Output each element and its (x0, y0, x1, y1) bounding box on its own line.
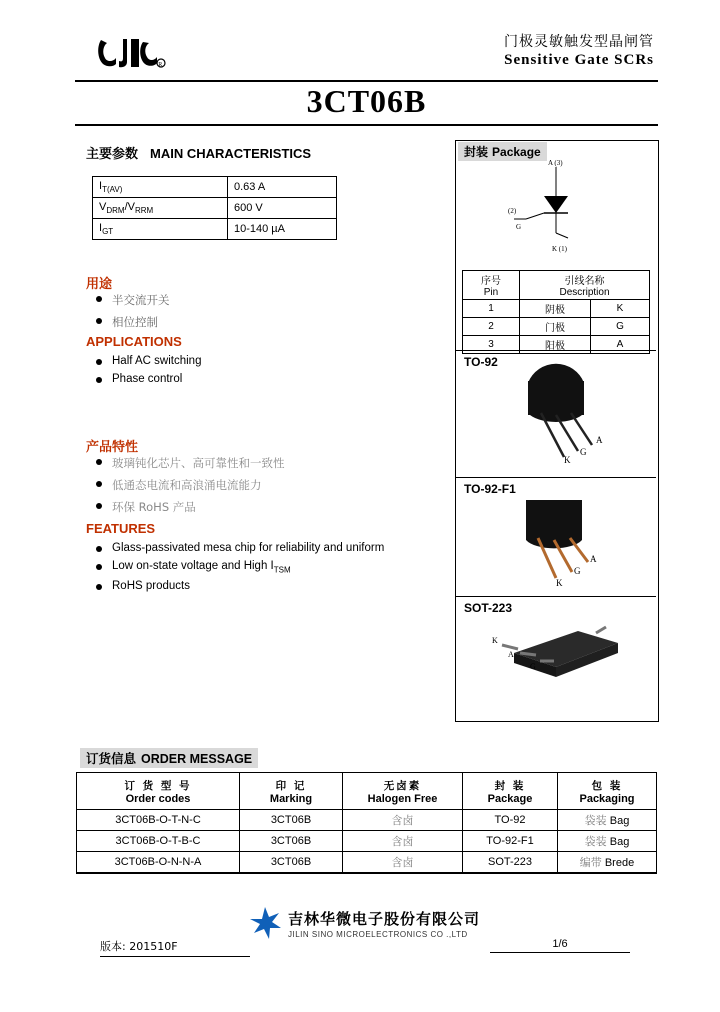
list-item: 玻璃钝化芯片、高可靠性和一致性 (96, 455, 426, 471)
pin-symbol: A (591, 336, 650, 354)
svg-text:A: A (508, 650, 514, 659)
order-packaging (558, 852, 657, 874)
order-marking: 3CT06B (240, 810, 343, 831)
table-row (463, 318, 650, 336)
packaging-cn: 编带 (579, 856, 602, 869)
svg-text:K: K (492, 636, 498, 645)
desc-header-en: Description (559, 287, 610, 298)
order-halogen: 含卤 (343, 831, 463, 852)
col-cn: 无卤素 (383, 779, 422, 792)
svg-text:G: G (530, 662, 536, 671)
order-package: SOT-223 (463, 852, 558, 874)
pin-header-cn: 序号 (481, 276, 501, 287)
order-code: 3CT06B-O-T-B-C (77, 831, 240, 852)
part-number-bar (75, 82, 658, 126)
pin-number: 3 (463, 336, 520, 354)
order-halogen: 含卤 (343, 852, 463, 874)
main-characteristics-heading-en: MAIN CHARACTERISTICS (150, 146, 312, 161)
package-name-to92: TO-92 (464, 355, 498, 369)
svg-text:K: K (564, 455, 571, 465)
table-row (77, 810, 657, 831)
order-code: 3CT06B-O-N-N-A (77, 852, 240, 874)
pin-name-cn: 门极 (520, 318, 591, 336)
pin-header-en: Pin (483, 287, 499, 298)
order-packaging (558, 831, 657, 852)
main-characteristics-heading (86, 143, 311, 162)
to92-drawing (456, 351, 656, 477)
sot223-drawing (456, 597, 656, 721)
svg-text:A: A (596, 435, 603, 445)
param-value-it-av: 0.63 A (228, 177, 337, 198)
features-heading-cn: 产品特性 (86, 440, 139, 455)
package-section-sot223 (456, 596, 656, 721)
col-cn: 订 货 型 号 (124, 779, 192, 792)
param-value-vdrm-vrrm: 600 V (228, 198, 337, 219)
col-en: Order codes (125, 792, 191, 805)
svg-text:K (1): K (1) (552, 245, 567, 253)
pin-number: 2 (463, 318, 520, 336)
list-item: Phase control (96, 373, 396, 385)
order-code: 3CT06B-O-T-N-C (77, 810, 240, 831)
param-label-vdrm-vrrm: $V_{DRM}/V_{RRM}$ (93, 198, 228, 219)
header-title-en: Sensitive Gate SCRs (504, 52, 654, 68)
list-item: 环保 RoHS 产品 (96, 499, 426, 515)
feature-text: Low on-state voltage and High I (112, 560, 274, 572)
packaging-cn: 袋装 (584, 814, 607, 827)
param-label-it-av: $I_{T(AV)}$ (93, 177, 228, 198)
svg-text:K: K (556, 578, 563, 588)
svg-text:A (3): A (3) (548, 159, 563, 167)
order-package: TO-92-F1 (463, 831, 558, 852)
pin-symbol: G (591, 318, 650, 336)
table-header-row (77, 773, 657, 810)
col-cn: 包 装 (591, 779, 623, 792)
feature-subscript: TSM (273, 565, 291, 575)
order-heading-cn: 订货信息 (86, 751, 137, 766)
pin-header-cell (463, 271, 520, 300)
param-label-igt: $I_{GT}$ (93, 219, 228, 240)
param-value-igt: 10-140 µA (228, 219, 337, 240)
applications-list-cn (96, 292, 396, 336)
package-section-to92 (456, 350, 656, 477)
pin-number: 1 (463, 300, 520, 318)
table-row (463, 300, 650, 318)
table-row (93, 177, 337, 198)
col-en: Package (487, 792, 533, 805)
package-title-en: Package (492, 145, 541, 159)
page-title: 3CT06B (306, 83, 427, 119)
package-section-to92f1 (456, 477, 656, 596)
table-row (93, 198, 337, 219)
order-col-order-codes (77, 773, 240, 810)
order-marking: 3CT06B (240, 831, 343, 852)
footer-company-en: JILIN SINO MICROELECTRONICS CO .,LTD (288, 930, 468, 939)
col-en: Halogen Free (367, 792, 438, 805)
list-item: 半交流开关 (96, 292, 396, 308)
package-name-sot223: SOT-223 (464, 601, 513, 615)
pin-name-cn: 阴极 (520, 300, 591, 318)
list-item (96, 560, 436, 574)
svg-text:G: G (516, 223, 522, 231)
col-en: Packaging (579, 792, 635, 805)
pin-description-table (462, 270, 650, 354)
order-marking: 3CT06B (240, 852, 343, 874)
desc-header-cn: 引线名称 (564, 276, 605, 287)
order-col-packaging (558, 773, 657, 810)
pin-name-cn: 阳极 (520, 336, 591, 354)
table-row (77, 852, 657, 874)
table-row (77, 831, 657, 852)
document-version: 版本: 201510F (100, 938, 250, 957)
order-heading-en: ORDER MESSAGE (141, 752, 253, 766)
order-col-package (463, 773, 558, 810)
order-package: TO-92 (463, 810, 558, 831)
list-item: Glass-passivated mesa chip for reliability and uniform (96, 542, 436, 554)
main-characteristics-heading-cn: 主要参数 (86, 147, 139, 162)
svg-text:R: R (158, 62, 163, 68)
list-item: RoHS products (96, 580, 436, 592)
table-row (93, 219, 337, 240)
list-item: 低通态电流和高浪涌电流能力 (96, 477, 426, 493)
package-title-cn: 封装 (464, 145, 489, 159)
svg-text:(2): (2) (508, 207, 517, 215)
package-name-to92f1: TO-92-F1 (464, 482, 516, 496)
packaging-en: Bag (609, 836, 630, 848)
header-title-cn: 门极灵敏触发型晶闸管 (504, 34, 654, 50)
applications-heading-en: APPLICATIONS (86, 334, 182, 349)
order-halogen: 含卤 (343, 810, 463, 831)
jsmc-logo-icon (95, 36, 167, 70)
svg-text:G: G (574, 566, 581, 576)
table-header-row (463, 271, 650, 300)
main-characteristics-table (92, 176, 337, 240)
svg-text:G: G (580, 447, 587, 457)
scr-symbol-diagram (456, 141, 656, 266)
order-message-heading (80, 748, 258, 768)
col-cn: 封 装 (494, 779, 526, 792)
order-packaging (558, 810, 657, 831)
list-item: 相位控制 (96, 314, 396, 330)
desc-header-cell (520, 271, 650, 300)
svg-text:A: A (590, 554, 597, 564)
col-en: Marking (269, 792, 313, 805)
footer-company-cn: 吉林华微电子股份有限公司 (288, 910, 481, 928)
features-list-cn (96, 455, 426, 521)
packaging-en: Brede (604, 857, 635, 869)
page-number: 1/6 (490, 938, 630, 953)
order-col-halogen-free (343, 773, 463, 810)
order-col-marking (240, 773, 343, 810)
applications-list-en (96, 355, 396, 391)
page-header (75, 30, 658, 82)
features-list-en (96, 542, 436, 598)
packaging-cn: 袋装 (584, 835, 607, 848)
features-heading-en: FEATURES (86, 521, 156, 536)
list-item: Half AC switching (96, 355, 396, 367)
packaging-en: Bag (609, 815, 630, 827)
col-cn: 印 记 (275, 779, 307, 792)
order-message-table (76, 772, 657, 874)
applications-heading-cn: 用途 (86, 277, 113, 292)
pin-symbol: K (591, 300, 650, 318)
